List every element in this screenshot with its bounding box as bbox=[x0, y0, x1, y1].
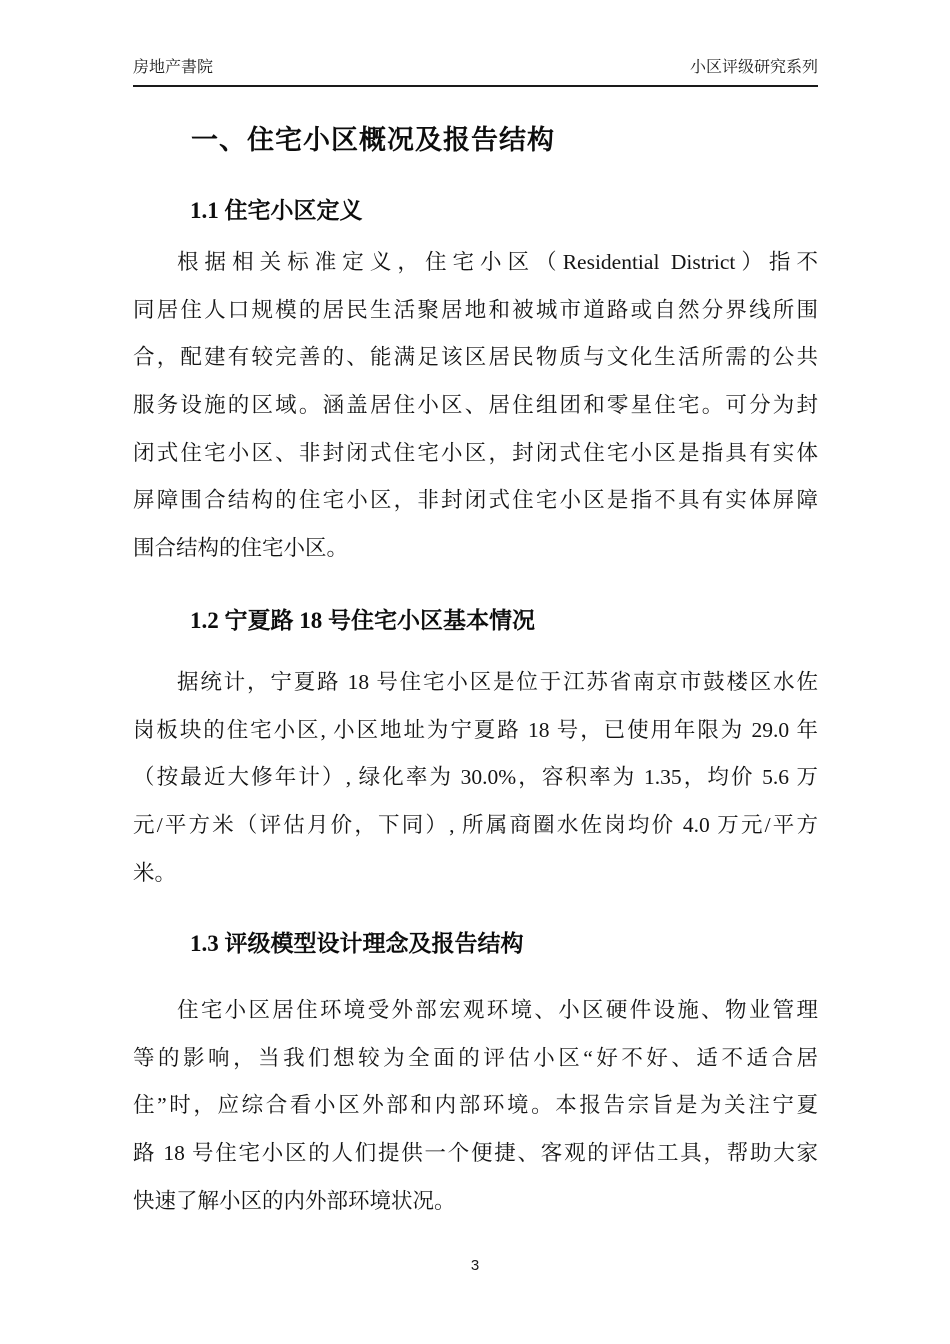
page-header bbox=[133, 58, 818, 87]
paragraph-line: 住宅小区居住环境受外部宏观环境、小区硬件设施、物业管理 bbox=[177, 998, 818, 1022]
section-heading-1-3: 1.3 评级模型设计理念及报告结构 bbox=[190, 931, 524, 956]
paragraph-line: 合，配建有较完善的、能满足该区居民物质与文化生活所需的公共 bbox=[133, 345, 818, 370]
paragraph-line: 住”时，应综合看小区外部和内部环境。本报告宗旨是为关注宁夏 bbox=[133, 1093, 818, 1118]
chapter-title: 一、住宅小区概况及报告结构 bbox=[191, 125, 555, 155]
paragraph-line: （按最近大修年计）, 绿化率为 30.0%，容积率为 1.35，均价 5.6 万 bbox=[133, 765, 818, 790]
paragraph-line: 服务设施的区域。涵盖居住小区、居住组团和零星住宅。可分为封 bbox=[133, 393, 818, 418]
paragraph-line: 闭式住宅小区、非封闭式住宅小区，封闭式住宅小区是指具有实体 bbox=[133, 440, 818, 465]
section-heading-1-2: 1.2 宁夏路 18 号住宅小区基本情况 bbox=[190, 608, 535, 633]
section-paragraph-1-2 bbox=[133, 659, 818, 897]
section-heading-1-1: 1.1 住宅小区定义 bbox=[190, 198, 363, 223]
header-right-text: 小区评级研究系列 bbox=[689, 59, 818, 76]
paragraph-line: 根据相关标准定义，住宅小区（Residential District）指不 bbox=[177, 250, 818, 274]
section-paragraph-1-1 bbox=[133, 239, 818, 573]
paragraph-line: 屏障围合结构的住宅小区，非封闭式住宅小区是指不具有实体屏障 bbox=[133, 488, 818, 513]
paragraph-line: 围合结构的住宅小区。 bbox=[133, 536, 349, 561]
paragraph-line: 路 18 号住宅小区的人们提供一个便捷、客观的评估工具，帮助大家 bbox=[133, 1141, 818, 1166]
paragraph-line: 据统计，宁夏路 18 号住宅小区是位于江苏省南京市鼓楼区水佐 bbox=[177, 670, 818, 694]
paragraph-line: 同居住人口规模的居民生活聚居地和被城市道路或自然分界线所围 bbox=[133, 297, 818, 322]
paragraph-line: 米。 bbox=[133, 860, 177, 885]
paragraph-line: 快速了解小区的内外部环境状况。 bbox=[133, 1188, 456, 1213]
page-number: 3 bbox=[470, 1257, 480, 1274]
paragraph-line: 等的影响，当我们想较为全面的评估小区“好不好、适不适合居 bbox=[133, 1045, 818, 1070]
paragraph-line: 元/平方米（评估月价，下同）, 所属商圈水佐岗均价 4.0 万元/平方 bbox=[133, 813, 818, 838]
section-paragraph-1-3 bbox=[133, 987, 818, 1225]
header-left-text: 房地产書院 bbox=[133, 59, 214, 76]
paragraph-line: 岗板块的住宅小区, 小区地址为宁夏路 18 号，已使用年限为 29.0 年 bbox=[133, 717, 818, 742]
